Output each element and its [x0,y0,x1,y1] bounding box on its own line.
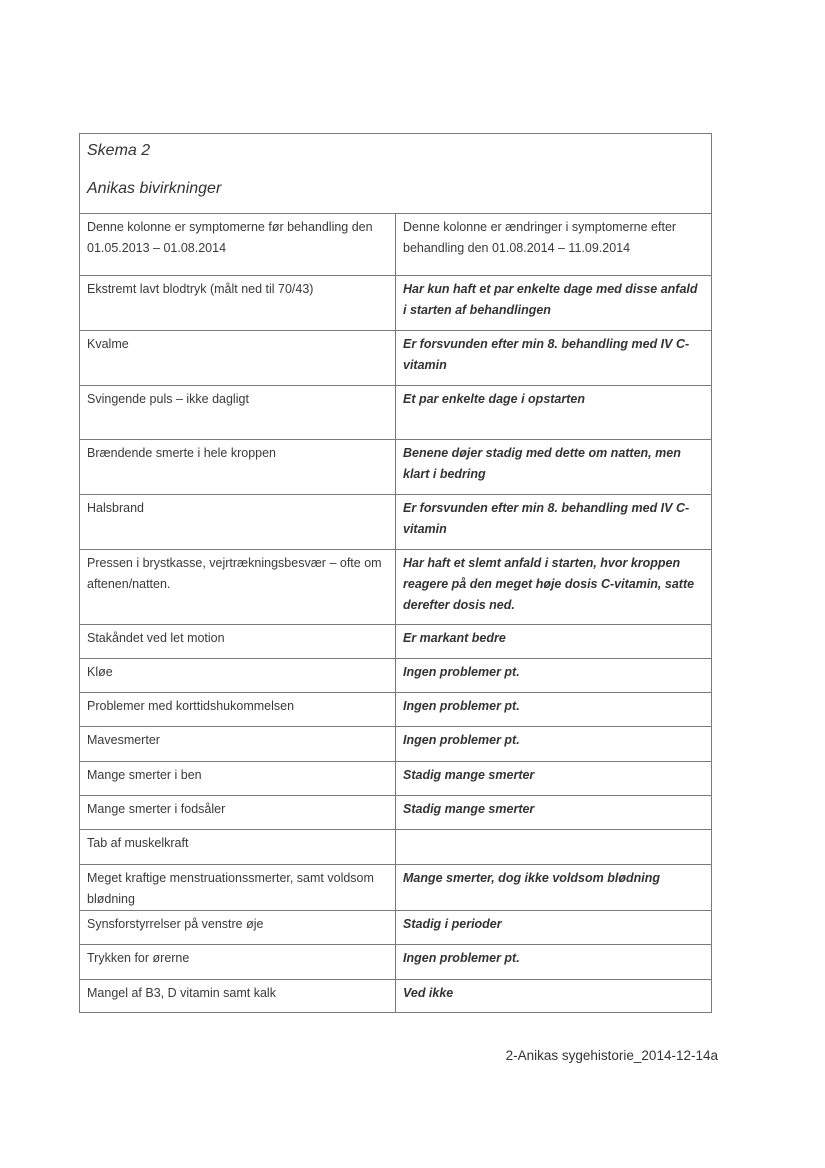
table-row [80,331,712,386]
symptom-cell: Tab af muskelkraft [80,830,396,865]
title-row [80,134,712,214]
table-row [80,980,712,1013]
symptom-cell: Synsforstyrrelser på venstre øje [80,911,396,945]
table-row [80,762,712,796]
symptom-cell: Ekstremt lavt blodtryk (målt ned til 70/43) [80,276,396,331]
change-cell: Ingen problemer pt. [396,659,712,693]
symptom-cell: Mange smerter i fodsåler [80,796,396,830]
change-cell: Ingen problemer pt. [396,945,712,980]
table-row [80,911,712,945]
symptom-cell: Meget kraftige menstruationssmerter, samt voldsom blødning [80,865,396,911]
column-header-after: Denne kolonne er ændringer i symptomerne efter behandling den 01.08.2014 – 11.09.2014 [396,214,712,276]
symptom-cell: Kløe [80,659,396,693]
change-cell: Stadig mange smerter [396,762,712,796]
table-row [80,495,712,550]
table-row [80,276,712,331]
change-cell: Ingen problemer pt. [396,727,712,762]
change-cell: Stadig mange smerter [396,796,712,830]
header-row [80,214,712,276]
table-row [80,693,712,727]
change-cell: Ved ikke [396,980,712,1013]
table-row [80,440,712,495]
table-row [80,550,712,625]
symptom-cell: Brændende smerte i hele kroppen [80,440,396,495]
change-cell: Har kun haft et par enkelte dage med disse anfald i starten af behandlingen [396,276,712,331]
symptom-cell: Mavesmerter [80,727,396,762]
column-header-before: Denne kolonne er symptomerne før behandling den 01.05.2013 – 01.08.2014 [80,214,396,276]
symptom-cell: Pressen i brystkasse, vejrtrækningsbesvær – ofte om aftenen/natten. [80,550,396,625]
schema-title: Skema 2 [87,142,151,159]
change-cell: Ingen problemer pt. [396,693,712,727]
symptom-cell: Svingende puls – ikke dagligt [80,386,396,440]
table-row [80,865,712,911]
symptom-cell: Mangel af B3, D vitamin samt kalk [80,980,396,1013]
table-row [80,727,712,762]
symptom-cell: Halsbrand [80,495,396,550]
table-row [80,625,712,659]
document-footer: 2-Anikas sygehistorie_2014-12-14a [505,1048,718,1063]
symptom-cell: Problemer med korttidshukommelsen [80,693,396,727]
table-row [80,796,712,830]
title-cell [80,134,712,214]
table-row [80,659,712,693]
table-row [80,386,712,440]
change-cell: Er forsvunden efter min 8. behandling med IV C-vitamin [396,331,712,386]
table-row [80,830,712,865]
symptom-cell: Stakåndet ved let motion [80,625,396,659]
change-cell: Er markant bedre [396,625,712,659]
change-cell: Stadig i perioder [396,911,712,945]
symptom-table [79,133,712,1013]
symptom-cell: Mange smerter i ben [80,762,396,796]
change-cell: Har haft et slemt anfald i starten, hvor kroppen reagere på den meget høje dosis C-vitamin, satte derefter dosis ned. [396,550,712,625]
change-cell: Et par enkelte dage i opstarten [396,386,712,440]
symptom-cell: Trykken for ørerne [80,945,396,980]
change-cell: Benene døjer stadig med dette om natten, men klart i bedring [396,440,712,495]
symptom-cell: Kvalme [80,331,396,386]
change-cell [396,830,712,865]
table-row [80,945,712,980]
schema-subtitle: Anikas bivirkninger [87,180,222,197]
change-cell: Mange smerter, dog ikke voldsom blødning [396,865,712,911]
change-cell: Er forsvunden efter min 8. behandling med IV C-vitamin [396,495,712,550]
